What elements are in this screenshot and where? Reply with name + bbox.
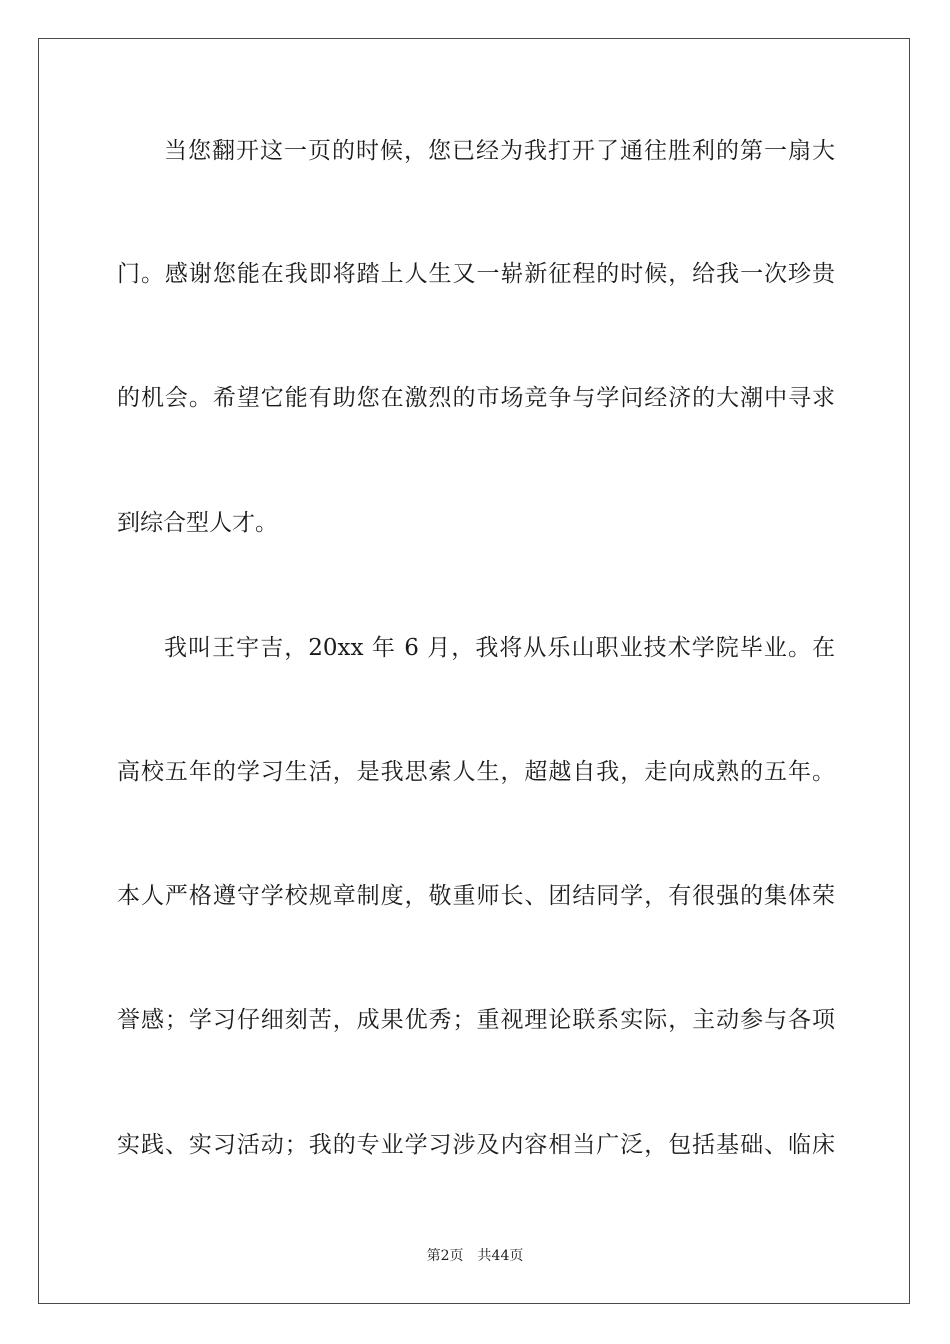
- paragraph-2-line-5: 实践、实习活动；我的专业学习涉及内容相当广泛，包括基础、临床: [117, 1132, 835, 1158]
- paragraph-1-line-2: 门。感谢您能在我即将踏上人生又一崭新征程的时候，给我一次珍贵: [117, 261, 835, 287]
- page-footer: [0, 1246, 950, 1266]
- paragraph-2-line-4: 誉感；学习仔细刻苦，成果优秀；重视理论联系实际，主动参与各项: [117, 1007, 835, 1033]
- page-total: 共44页: [477, 1248, 524, 1264]
- paragraph-2-line-3: 本人严格遵守学校规章制度，敬重师长、团结同学，有很强的集体荣: [117, 883, 835, 909]
- paragraph-2-line-2: 高校五年的学习生活，是我思索人生，超越自我，走向成熟的五年。: [117, 759, 835, 785]
- paragraph-1-line-3: 的机会。希望它能有助您在激烈的市场竞争与学问经济的大潮中寻求: [117, 385, 835, 411]
- page-border: [38, 38, 910, 1304]
- paragraph-2-line-1: 我叫王宇吉，20xx 年 6 月，我将从乐山职业技术学院毕业。在: [164, 635, 835, 661]
- page-number: 第2页: [426, 1248, 464, 1264]
- paragraph-1-line-1: 当您翻开这一页的时候，您已经为我打开了通往胜利的第一扇大: [164, 138, 835, 164]
- paragraph-1-line-4: 到综合型人才。: [117, 510, 278, 536]
